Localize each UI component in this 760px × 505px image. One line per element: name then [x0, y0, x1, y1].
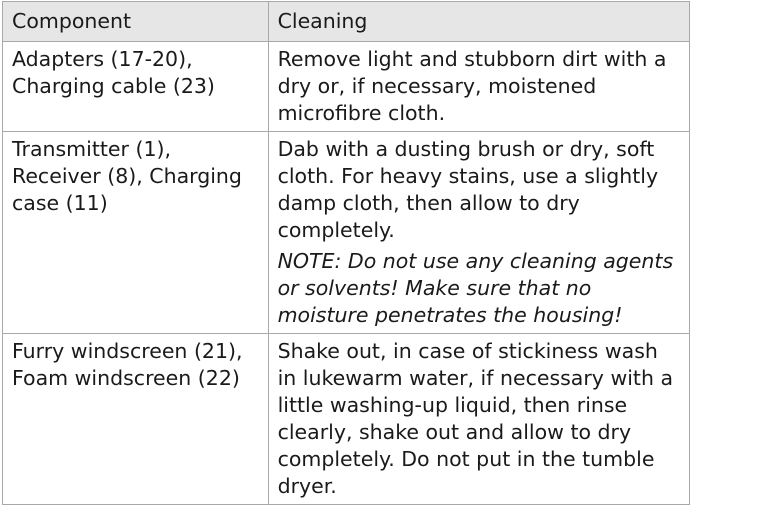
table-header-row [3, 2, 690, 42]
component-text: Adapters (17-20), Charging cable (23) [12, 47, 215, 98]
component-cell [3, 132, 269, 334]
cleaning-text: Dab with a dusting brush or dry, soft cloth. For heavy stains, use a slightly damp cloth, then allow to dry completely. [277, 137, 659, 242]
component-cell [3, 334, 269, 505]
table-row [3, 132, 690, 334]
cleaning-cell [268, 334, 689, 505]
cleaning-text: Shake out, in case of stickiness wash in lukewarm water, if necessary with a little washing-up liquid, then rinse clearly, shake out and allow to dry completely. Do not put in the tumble dryer. [277, 339, 674, 498]
table-row [3, 42, 690, 132]
component-text: Transmitter (1), Receiver (8), Charging case (11) [12, 137, 242, 215]
cleaning-cell [268, 42, 689, 132]
table-row [3, 334, 690, 505]
cleaning-note: NOTE: Do not use any cleaning agents or solvents! Make sure that no moisture penetrates the housing! [277, 249, 674, 327]
cleaning-cell [268, 132, 689, 334]
component-text: Furry windscreen (21), Foam windscreen (22) [12, 339, 243, 390]
column-header-cleaning: Cleaning [268, 2, 689, 42]
column-header-component: Component [3, 2, 269, 42]
component-cell [3, 42, 269, 132]
cleaning-text: Remove light and stubborn dirt with a dry or, if necessary, moistened microfibre cloth. [277, 47, 667, 125]
cleaning-table [2, 1, 690, 505]
